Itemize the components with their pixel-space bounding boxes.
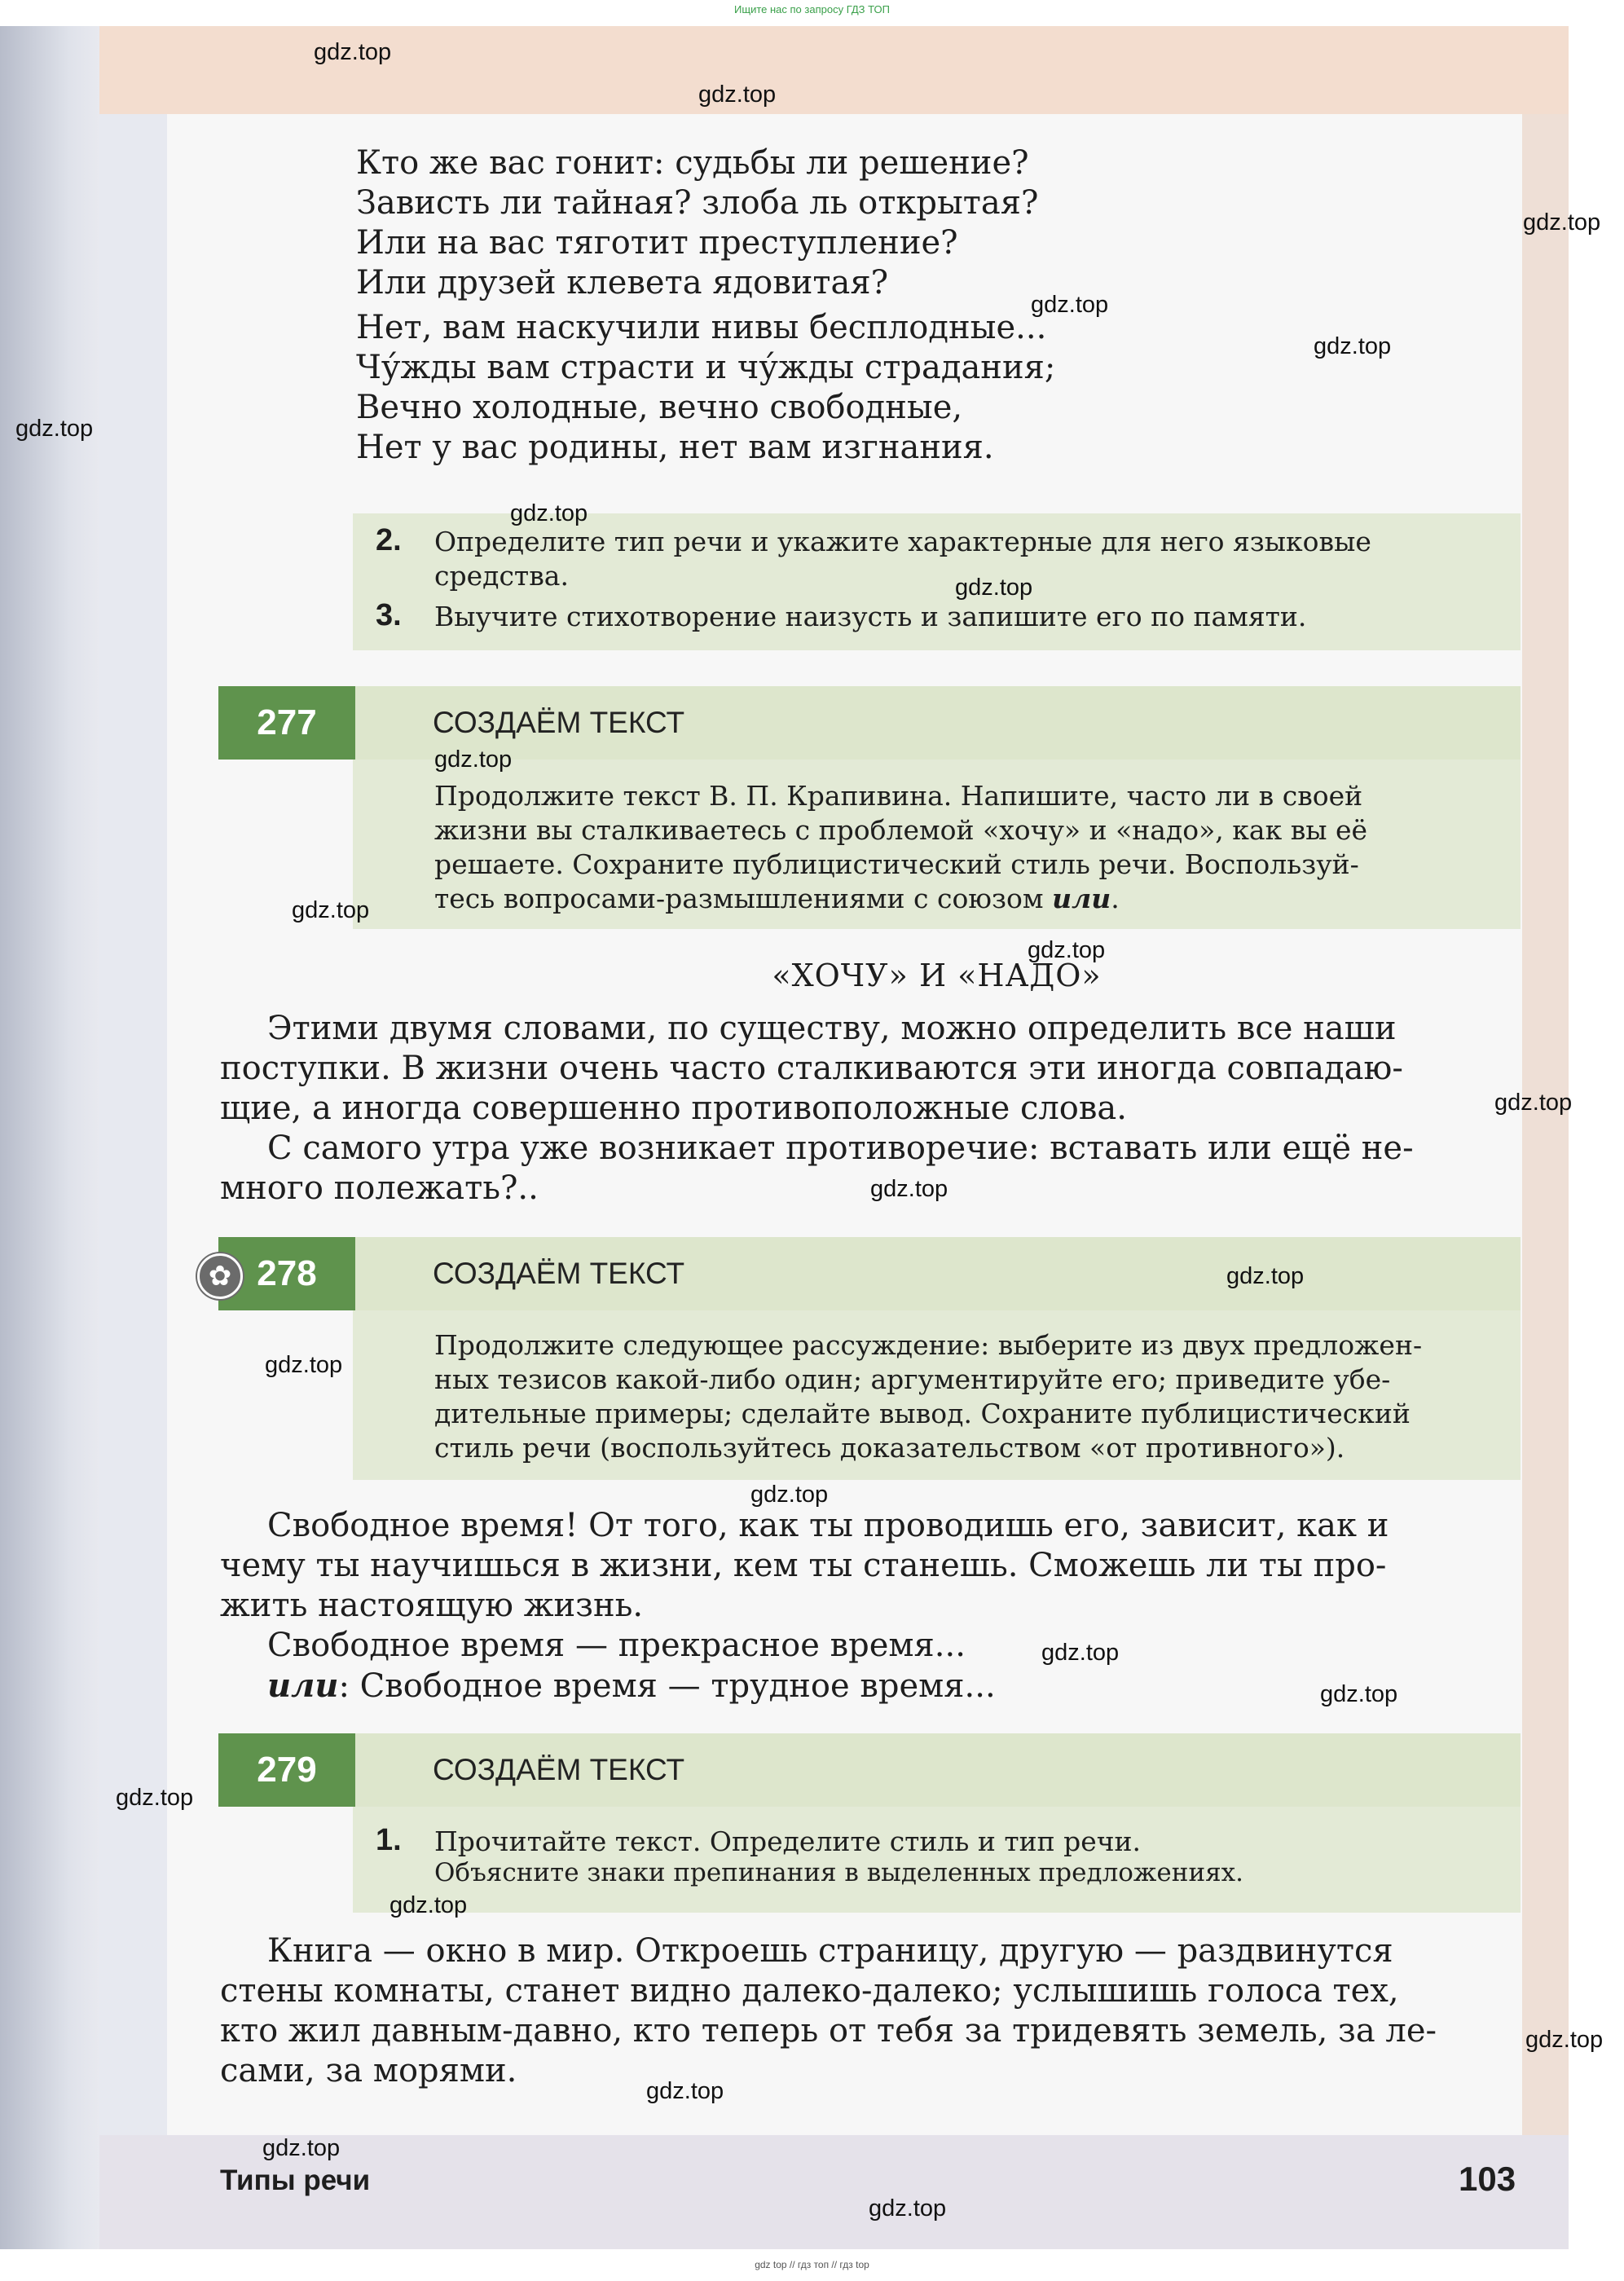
page-spine-shadow [0,26,99,2249]
prose-text: Книга — окно в мир. Откроешь страницу, другую — раздвинутся стены комнаты, станет видно далеко-далеко; услышишь голоса тех, кто жил давным-давно, кто теперь от тебя за тридевять земель, за ле- сами, за морями. [220,1932,1437,2089]
watermark: gdz.top [955,575,1033,601]
task-text: Определите тип речи и укажите характерные для него языковые средства. [434,526,1371,592]
watermark: gdz.top [1314,333,1392,359]
watermark: gdz.top [1226,1263,1305,1289]
exercise-title: СОЗДАЁМ ТЕКСТ [433,1257,685,1290]
exercise-number: 277 [218,686,355,760]
task-number: 3. [376,598,402,632]
watermark: gdz.top [869,2195,947,2222]
task-text: Прочитайте текст. Определите стиль и тип речи. Объясните знаки препинания в выделенных предложениях. [434,1825,1243,1887]
text-title: «ХОЧУ» И «НАДО» [772,958,1102,993]
section-footer-label: Типы речи [220,2164,371,2196]
watermark: gdz.top [434,746,513,773]
page-right-margin [1522,114,1569,2135]
watermark: gdz.top [292,897,370,923]
watermark: gdz.top [646,2078,724,2104]
watermark: gdz.top [389,1892,468,1918]
watermark: gdz.top [750,1482,829,1508]
poem-line: Нет у вас родины, нет вам изгнания. [356,429,994,466]
exercise-277-header [218,686,1521,760]
watermark: gdz.top [265,1352,343,1378]
watermark: gdz.top [15,416,94,442]
task-number: 1. [376,1823,402,1857]
watermark: gdz.top [1041,1640,1120,1666]
exercise-279-header [218,1733,1521,1807]
watermark: gdz.top [1320,1681,1398,1707]
exercise-instructions: Продолжите текст В. П. Крапивина. Напишите, часто ли в своей жизни вы сталкиваетесь с проблемой «хочу» и «надо», как вы её решаете. Сохраните публицистический стиль речи. Воспользуй- тесь вопросами-размышлениями с союзом или. [434,780,1368,914]
footer-notice: gdz top // гдз топ // гдз top [755,2259,869,2270]
poem-line: Или на вас тяготит преступление? [356,224,958,262]
exercise-title: СОЗДАЁМ ТЕКСТ [433,706,685,739]
watermark: gdz.top [314,39,392,65]
poem-line: Нет, вам наскучили нивы бесплодные... [356,309,1047,346]
watermark: gdz.top [1031,292,1109,318]
task-number: 2. [376,523,402,557]
task-text: Выучите стихотворение наизусть и запишите его по памяти. [434,601,1307,632]
poem [356,143,1055,468]
watermark: gdz.top [1525,2027,1604,2053]
exercise-instructions: Продолжите следующее рассуждение: выберите из двух предложен- ных тезисов какой-либо один; аргументируйте его; приведите убе- дительные примеры; сделайте вывод. Сохраните публицистический стиль речи (воспользуйтесь доказательством «от противного»). [434,1329,1423,1464]
watermark: gdz.top [1494,1090,1573,1116]
poem-line: Чу́жды вам страсти и чу́жды страдания; [356,349,1056,386]
exercise-number: 279 [218,1733,355,1807]
poem-line: Зависть ли тайная? злоба ль открытая? [356,184,1039,222]
exercise-278-task [353,1310,1521,1480]
watermark: gdz.top [698,81,777,108]
watermark: gdz.top [262,2135,341,2161]
poem-line: Кто же вас гонит: судьбы ли решение? [356,144,1029,182]
watermark: gdz.top [1523,209,1601,236]
watermark: gdz.top [116,1785,194,1811]
flower-icon: ✿ [197,1253,243,1299]
exercise-title: СОЗДАЁМ ТЕКСТ [433,1753,685,1786]
exercise-279-task [353,1807,1521,1913]
watermark: gdz.top [510,500,588,526]
prose-text: Этими двумя словами, по существу, можно определить все наши поступки. В жизни очень часто сталкиваются эти иногда совпадаю- щие, а иногда совершенно противоположные слова. С самого утра уже возникает противоречие: вставать или ещё не- много полежать?.. [220,1010,1414,1207]
prose-text: Свободное время! От того, как ты проводишь его, зависит, как и чему ты научишься в жизни, кем ты станешь. Сможешь ли ты про- жить настоящую жизнь. Свободное время — прекрасное время... или: Свободное время — трудное время... [220,1507,1389,1705]
poem-line: Вечно холодные, вечно свободные, [356,389,963,426]
poem-line: Или друзей клевета ядовитая? [356,264,889,302]
exercise-278-header [218,1237,1521,1310]
exercise-277-task [353,760,1521,929]
header-notice: Ищите нас по запросу ГДЗ ТОП [734,3,890,15]
watermark: gdz.top [1028,937,1106,963]
exercise-number: 278 [218,1237,355,1310]
page-number: 103 [1459,2160,1516,2198]
tasks-box [353,513,1521,650]
watermark: gdz.top [870,1176,948,1202]
